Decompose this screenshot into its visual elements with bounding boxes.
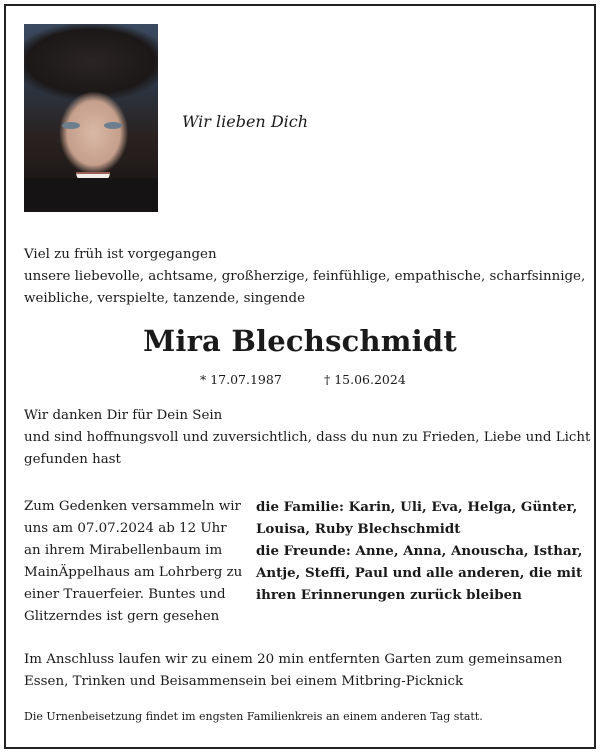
death-date: † 15.06.2024 <box>324 372 406 387</box>
intro-line: weibliche, verspielte, tanzende, singende <box>24 291 306 306</box>
mourner-line: Louisa, Ruby Blechschmidt <box>256 521 461 537</box>
memorial-line: uns am 07.07.2024 ab 12 Uhr <box>24 521 227 536</box>
memorial-line: einer Trauerfeier. Buntes und <box>24 587 226 602</box>
memorial-line: MainÄppelhaus am Lohrberg zu <box>24 565 243 580</box>
mourner-line: ihren Erinnerungen zurück bleiben <box>256 587 522 603</box>
urn-burial-note: Die Urnenbeisetzung findet im engsten Familienkreis an einem anderen Tag statt. <box>24 710 483 723</box>
intro-line: Viel zu früh ist vorgegangen <box>24 247 217 262</box>
memorial-line: an ihrem Mirabellenbaum im <box>24 543 223 558</box>
mourner-line: Antje, Steffi, Paul und alle anderen, die mit <box>256 565 583 581</box>
motto-text: Wir lieben Dich <box>182 112 309 131</box>
afterwards-line: Essen, Trinken und Beisammensein bei einem Mitbring-Picknick <box>24 674 464 689</box>
birth-date: * 17.07.1987 <box>200 372 282 387</box>
memorial-line: Glitzerndes ist gern gesehen <box>24 609 220 624</box>
memorial-line: Zum Gedenken versammeln wir <box>24 499 241 514</box>
mourners-list <box>256 496 586 606</box>
intro-line: unsere liebevolle, achtsame, großherzige, feinfühlige, empathische, scharfsinnige, <box>24 269 586 284</box>
afterwards-paragraph <box>24 649 584 693</box>
mourner-line: die Freunde: Anne, Anna, Anouscha, Isthar, <box>256 543 583 559</box>
deceased-name: Mira Blechschmidt <box>143 324 457 358</box>
intro-paragraph <box>24 244 584 310</box>
thanks-line: gefunden hast <box>24 452 121 467</box>
afterwards-line: Im Anschluss laufen wir zu einem 20 min entfernten Garten zum gemeinsamen <box>24 652 563 667</box>
mourner-line: die Familie: Karin, Uli, Eva, Helga, Günter, <box>256 499 578 515</box>
portrait-photo <box>24 24 158 212</box>
thanks-line: und sind hoffnungsvoll und zuversichtlich, dass du nun zu Frieden, Liebe und Licht <box>24 430 591 445</box>
memorial-service-info <box>24 496 254 628</box>
thanks-paragraph <box>24 405 591 471</box>
thanks-line: Wir danken Dir für Dein Sein <box>24 408 223 423</box>
